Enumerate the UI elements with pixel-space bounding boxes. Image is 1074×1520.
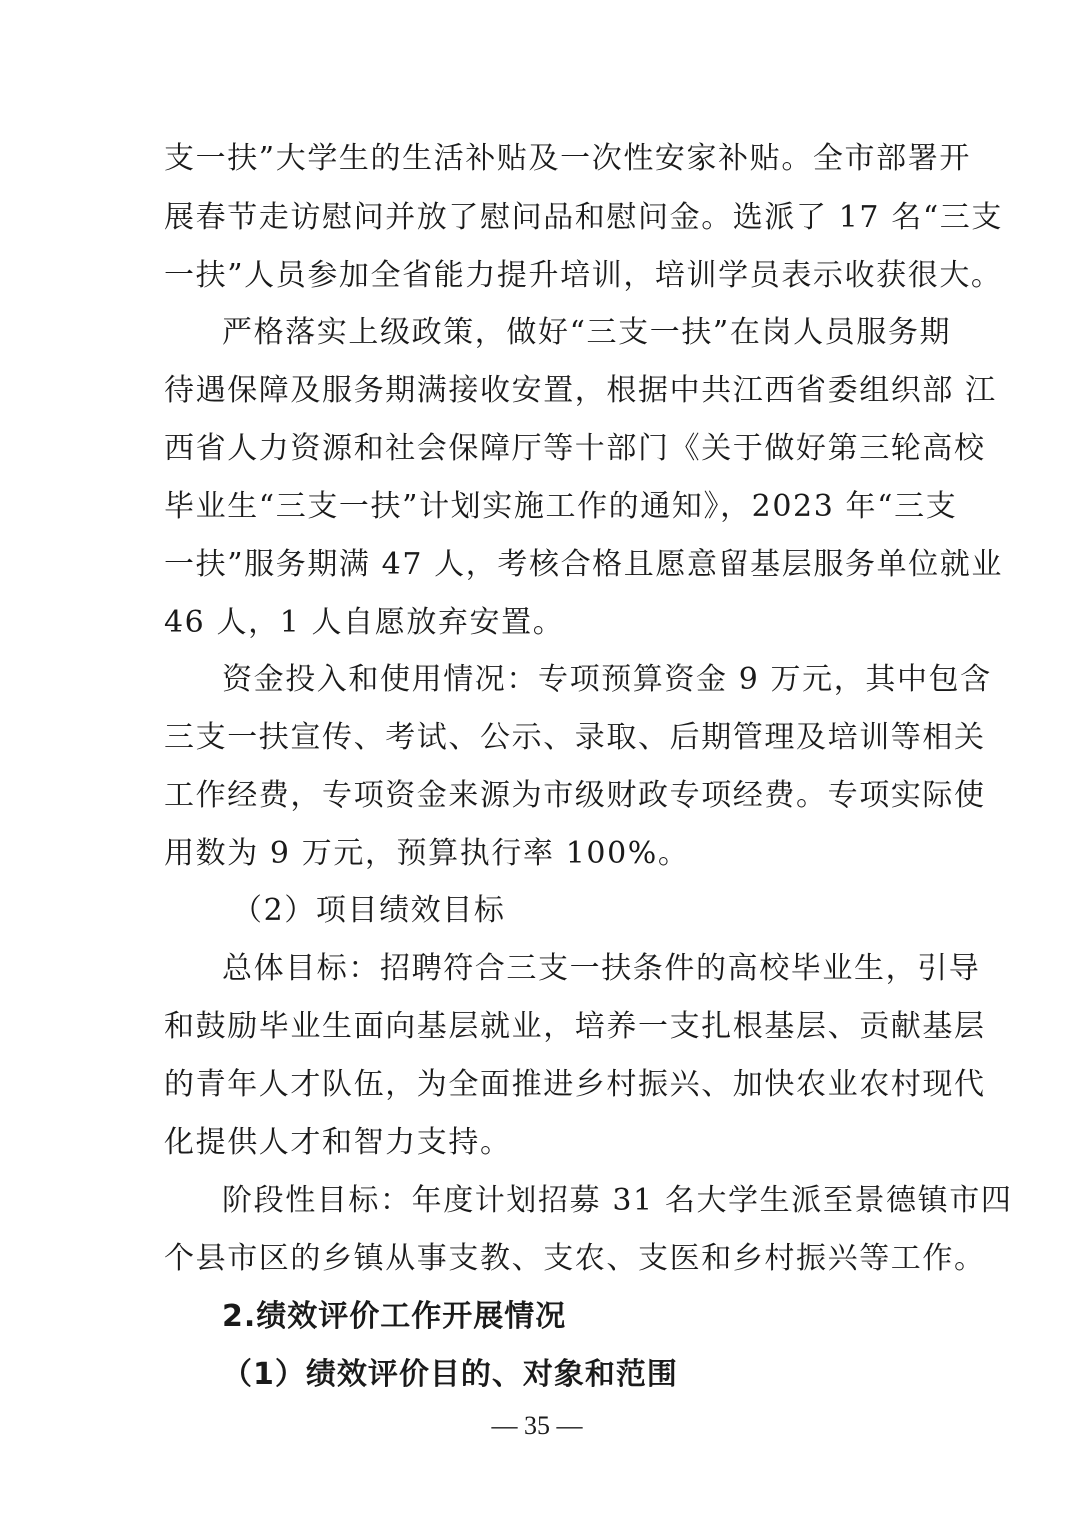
paragraph-line: 个县市区的乡镇从事支教、支农、支医和乡村振兴等工作。	[164, 1241, 986, 1276]
paragraph-line: 46 人，1 人自愿放弃安置。	[164, 605, 565, 640]
paragraph-line: 阶段性目标：年度计划招募 31 名大学生派至景德镇市四	[222, 1183, 1013, 1218]
paragraph-line: 总体目标：招聘符合三支一扶条件的高校毕业生，引导	[222, 951, 981, 986]
paragraph-line: 展春节走访慰问并放了慰问品和慰问金。选派了 17 名“三支	[164, 200, 1003, 235]
paragraph-line: 三支一扶宣传、考试、公示、录取、后期管理及培训等相关	[164, 720, 986, 755]
paragraph-line: 资金投入和使用情况：专项预算资金 9 万元，其中包含	[222, 662, 992, 697]
section-heading: （1）绩效评价目的、对象和范围	[222, 1357, 678, 1392]
paragraph-line: 一扶”服务期满 47 人，考核合格且愿意留基层服务单位就业	[164, 547, 1003, 582]
paragraph-line: 待遇保障及服务期满接收安置，根据中共江西省委组织部 江	[164, 373, 997, 408]
subsection-heading: （2）项目绩效目标	[232, 893, 506, 928]
paragraph-line: 化提供人才和智力支持。	[164, 1125, 512, 1160]
paragraph-line: 工作经费，专项资金来源为市级财政专项经费。专项实际使	[164, 778, 986, 813]
section-heading: 2.绩效评价工作开展情况	[222, 1299, 567, 1334]
paragraph-line: 支一扶”大学生的生活补贴及一次性安家补贴。全市部署开	[164, 141, 971, 176]
paragraph-line: 一扶”人员参加全省能力提升培训，培训学员表示收获很大。	[164, 258, 1003, 293]
paragraph-line: 西省人力资源和社会保障厅等十部门《关于做好第三轮高校	[164, 431, 986, 466]
paragraph-line: 的青年人才队伍，为全面推进乡村振兴、加快农业农村现代	[164, 1067, 986, 1102]
paragraph-line: 用数为 9 万元，预算执行率 100%。	[164, 836, 690, 871]
paragraph-line: 毕业生“三支一扶”计划实施工作的通知》，2023 年“三支	[164, 489, 958, 524]
paragraph-line: 严格落实上级政策，做好“三支一扶”在岗人员服务期	[222, 315, 952, 350]
paragraph-line: 和鼓励毕业生面向基层就业，培养一支扎根基层、贡献基层	[164, 1009, 986, 1044]
page-number: — 35 —	[491, 1411, 583, 1440]
